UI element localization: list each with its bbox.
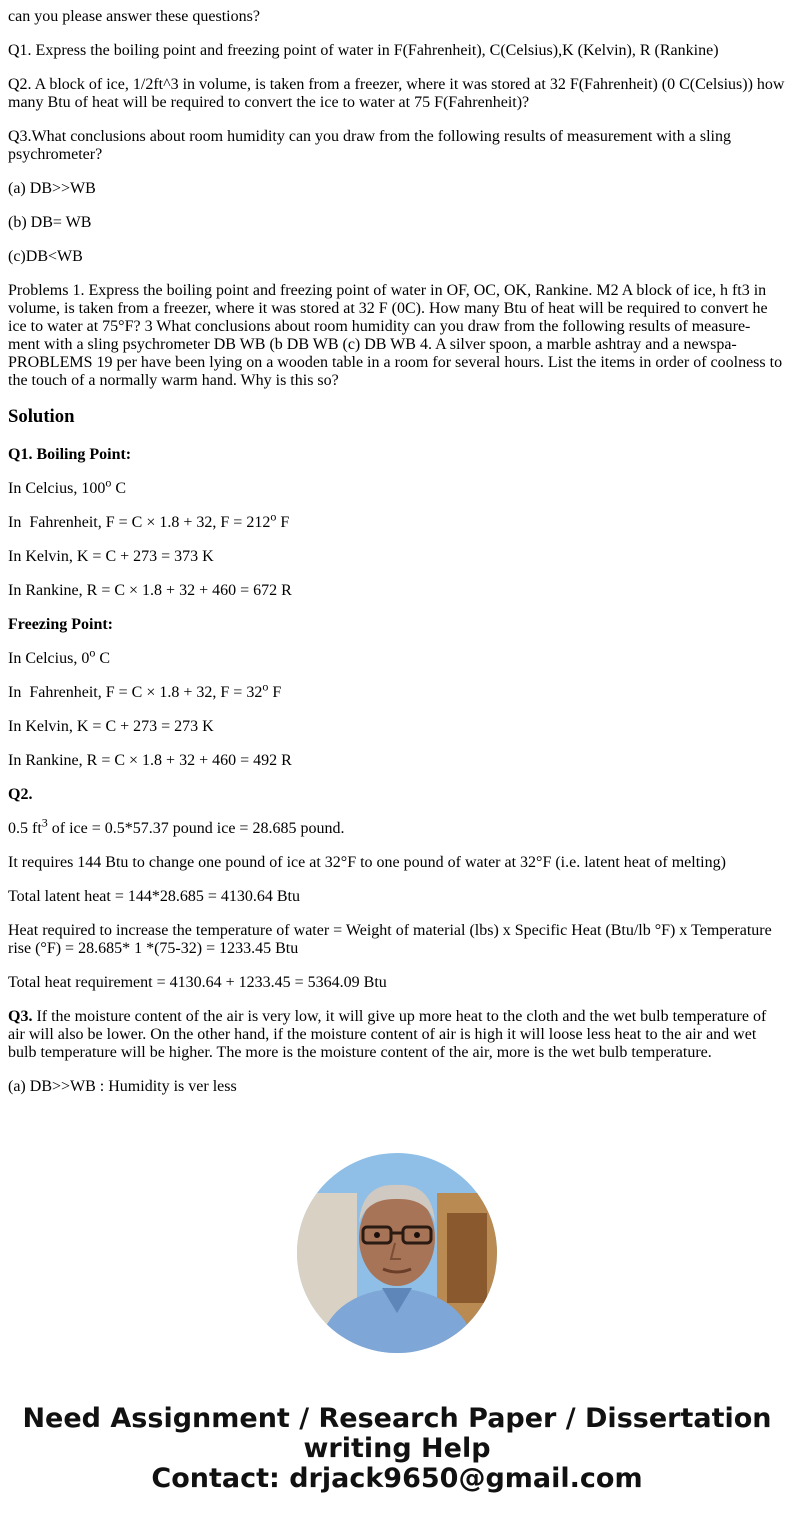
q1-boiling-title: Q1. Boiling Point: xyxy=(8,446,132,463)
q2-volume-line: 0.5 $ft^3$ of ice = 0.5*57.37 pound ice = 28.685 pound. xyxy=(8,815,345,837)
author-portrait-icon xyxy=(297,1153,497,1353)
q2-total-latent-line: Total latent heat = 144*28.685 = 4130.64 Btu xyxy=(8,888,300,905)
freezing-celsius: In Celcius, 0$^o$ C xyxy=(8,645,110,667)
solution-heading: Solution xyxy=(8,406,75,427)
boiling-fahrenheit: In Fahrenheit, F = C × 1.8 + 32, $F = 212^o$ F xyxy=(8,509,290,531)
q2-latent-heat-line: It requires 144 Btu to change one pound of ice at 32°F to one pound of water at 32°F (i.e. latent heat of melting) xyxy=(8,854,726,871)
question-q2: Q2. A block of ice, 1/2ft^3 in volume, is taken from a freezer, where it was stored at 32 F(Fahrenheit) (0 C(Celsius)) how many Btu of heat will be required to convert the ice to water at 75 F(Fahrenheit)? xyxy=(8,76,785,111)
problems-paragraph: Problems 1. Express the boiling point and freezing point of water in OF, OC, OK, Rankine. M2 A block of ice, h ft3 in volume, is taken from a freezer, where it was stored at 32 F (0C). How many Btu of heat will be required to convert he ice to water at 75°F? 3 What conclusions about room humidity can you draw from the following results of measure- ment with a sling psychrometer DB WB (b DB WB (c) DB WB 4. A silver spoon, a marble ashtray and a newspa- PROBLEMS 19 per have been lying on a wooden table in a room for several hours. List the items in order of coolness to the touch of a normally warm hand. Why is this so? xyxy=(8,282,783,389)
question-q1: Q1. Express the boiling point and freezing point of water in F(Fahrenheit), C(Celsius),K (Kelvin), R (Rankine) xyxy=(8,42,719,59)
freezing-fahrenheit: In Fahrenheit, F = C × 1.8 + 32, $F = 32^o$ F xyxy=(8,679,282,701)
q2-sensible-heat-line: Heat required to increase the temperature of water = Weight of material (lbs) x Specific Heat (Btu/lb °F) x Temperature rise (°F) = 28.685* 1 *(75-32) = 1233.45 Btu xyxy=(8,922,772,957)
question-option-a: (a) DB>>WB xyxy=(8,180,96,197)
question-intro: can you please answer these questions? xyxy=(8,8,260,25)
freezing-kelvin: In Kelvin, K = C + 273 = 273 K xyxy=(8,718,214,735)
boiling-rankine: In Rankine, R = C × 1.8 + 32 + 460 = 672 R xyxy=(8,582,292,599)
freezing-title: Freezing Point: xyxy=(8,616,114,633)
boiling-kelvin: In Kelvin, K = C + 273 = 373 K xyxy=(8,548,214,565)
question-option-b: (b) DB= WB xyxy=(8,214,92,231)
freezing-rankine: In Rankine, R = C × 1.8 + 32 + 460 = 492 R xyxy=(8,752,292,769)
promo-line-2: writing Help xyxy=(303,1433,491,1464)
q2-total-heat-line: Total heat requirement = 4130.64 + 1233.45 = 5364.09 Btu xyxy=(8,974,387,991)
document-body xyxy=(8,8,786,1112)
promo-footer xyxy=(0,1404,794,1494)
author-avatar xyxy=(297,1153,497,1353)
q2-title: Q2. xyxy=(8,786,33,803)
contact-email: Contact: drjack9650@gmail.com xyxy=(151,1463,643,1494)
question-option-c: (c)DB<WB xyxy=(8,248,83,265)
q3-answer: Q3. If the moisture content of the air is very low, it will give up more heat to the cloth and the wet bulb temperature of air will also be lower. On the other hand, if the moisture content of air is high it will loose less heat to the air and wet bulb temperature will be higher. The more is the moisture content of the air, more is the wet bulb temperature. xyxy=(8,1008,767,1061)
q3-option-a-answer: (a) DB>>WB : Humidity is ver less xyxy=(8,1078,237,1095)
promo-line-1: Need Assignment / Research Paper / Dissertation xyxy=(22,1403,772,1434)
question-q3: Q3.What conclusions about room humidity can you draw from the following results of measurement with a sling psychrometer? xyxy=(8,128,731,163)
boiling-celsius: In Celcius, 100$^o$ C xyxy=(8,475,126,497)
